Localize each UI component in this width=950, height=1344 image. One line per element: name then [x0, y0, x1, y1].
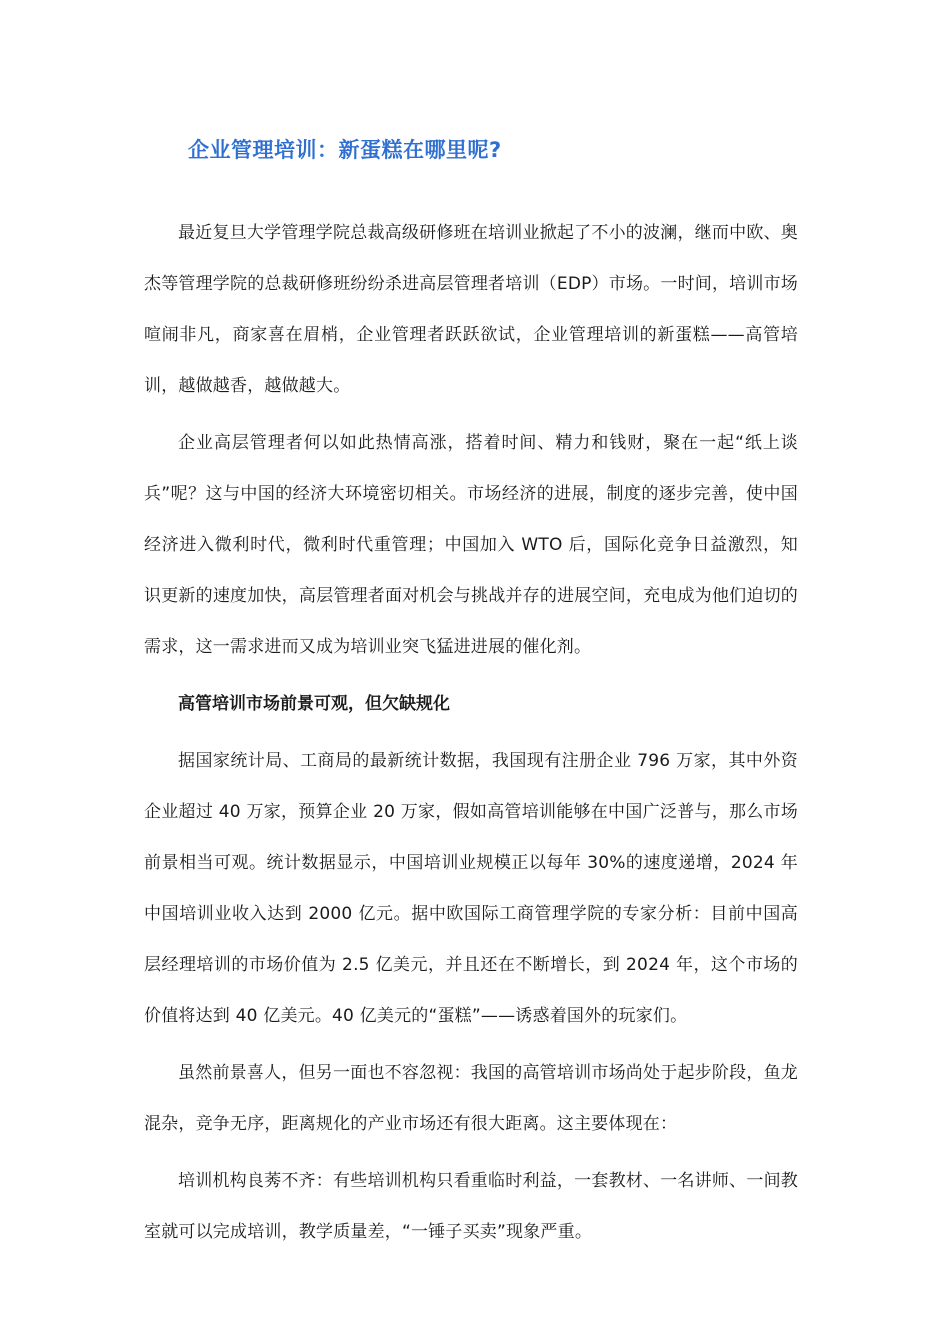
paragraph-market-statistics: 据国家统计局、工商局的最新统计数据，我国现有注册企业 796 万家，其中外资企业超过 40 万家，预算企业 20 万家，假如高管培训能够在中国广泛普与，那么市场前景相当可观。统计数据显示，中国培训业规模正以每年 30%的速度递增，2024 年中国培训业收入达到 2000 亿元。据中欧国际工商管理学院的专家分析：目前中国高层经理培训的市场价值为 2.5 亿美元，并且还在不断增长，到 2024 年，这个市场的价值将达到 40 亿美元。40 亿美元的“蛋糕”——诱惑着国外的玩家们。	[144, 751, 798, 1026]
paragraph-background: 企业高层管理者何以如此热情高涨，搭着时间、精力和钱财，聚在一起“纸上谈兵”呢？这与中国的经济大环境密切相关。市场经济的进展，制度的逐步完善，使中国经济进入微利时代，微利时代重管理；中国加入 WTO 后，国际化竞争日益激烈，知识更新的速度加快，高层管理者面对机会与挑战并存的进展空间，充电成为他们迫切的需求，这一需求进而又成为培训业突飞猛进进展的催化剂。	[144, 433, 798, 657]
paragraph-market-issues: 虽然前景喜人，但另一面也不容忽视：我国的高管培训市场尚处于起步阶段，鱼龙混杂，竞争无序，距离规化的产业市场还有很大距离。这主要体现在：	[144, 1063, 798, 1134]
section-heading: 高管培训市场前景可观，但欠缺规化	[178, 694, 450, 714]
paragraph-training-institutions: 培训机构良莠不齐：有些培训机构只看重临时利益，一套教材、一名讲师、一间教室就可以完成培训，教学质量差，“一锤子买卖”现象严重。	[144, 1171, 798, 1242]
paragraph-intro: 最近复旦大学管理学院总裁高级研修班在培训业掀起了不小的波澜，继而中欧、奥杰等管理学院的总裁研修班纷纷杀进高层管理者培训（EDP）市场。一时间，培训市场喧闹非凡，商家喜在眉梢，企业管理者跃跃欲试，企业管理培训的新蛋糕——高管培训，越做越香，越做越大。	[144, 223, 798, 396]
article-title: 企业管理培训：新蛋糕在哪里呢?	[188, 138, 502, 162]
article-body	[144, 208, 798, 1264]
